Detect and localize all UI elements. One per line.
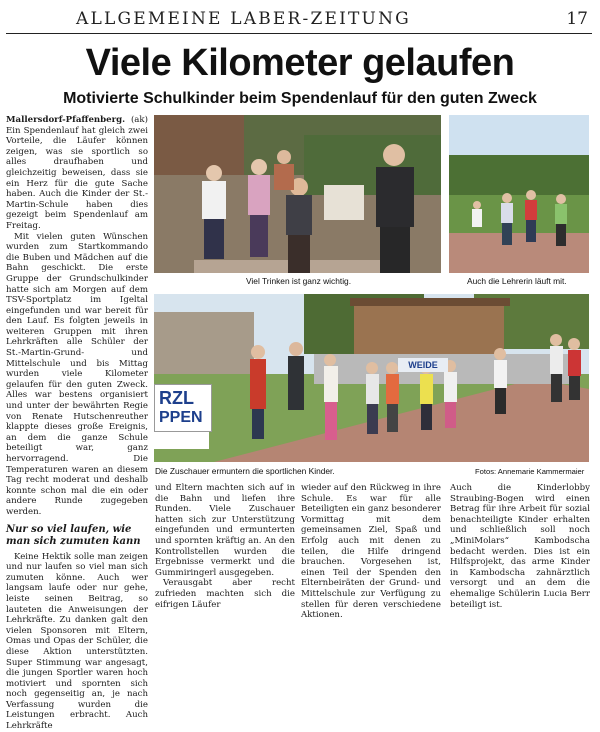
paper-name: ALLGEMEINE LABER-ZEITUNG — [76, 9, 411, 29]
photo-credit: Fotos: Annemarie Kammermaier — [475, 467, 585, 476]
caption-teacher: Auch die Lehrerin läuft mit. — [467, 276, 567, 286]
subheading: Nur so viel laufen, wie man sich zumuten kann — [6, 523, 141, 547]
headline: Viele Kilometer gelaufen — [85, 42, 515, 84]
photo-spectators-image — [154, 294, 589, 462]
article-column-1 — [6, 115, 148, 732]
photo-spectators — [154, 294, 589, 462]
masthead-rule — [6, 33, 592, 34]
body-paragraph: und Eltern machten sich auf in die Bahn und liefen ihre Runden. Viele Zuschauer hatten sich zur Unterstützung eingefunden und ermunterten und spornten kräftig an. An den Kontrollstellen wurden die Ergebnisse vermerkt und die Gummiringerl ausgegeben. — [155, 483, 295, 578]
body-paragraph: wieder auf den Rückweg in ihre Schule. Es war für alle Beteiligten ein ganz besonderer Vormittag mit dem gemeinsamen Ziel, Spaß und Erfolg auch mit denen zu teilen, die Hilfe dringend brauchen. Vorgesehen ist, einen Teil der Spenden den Elternbeiräten der Grund- und Mittelschule zur Verfügung zu stellen für deren verschiedene Aktionen. — [301, 483, 441, 621]
caption-spectators: Die Zuschauer ermuntern die sportlichen Kinder. — [155, 466, 335, 476]
photo-drinking — [154, 115, 441, 273]
dateline: Mallersdorf-Pfaffenberg. — [6, 115, 126, 125]
caption-drinking: Viel Trinken ist ganz wichtig. — [246, 276, 352, 286]
photo-teacher — [449, 115, 589, 273]
photo-teacher-image — [449, 115, 589, 273]
body-paragraph: Mit vielen guten Wünschen wurden zum Startkommando die Buben und Mädchen auf die Bahn geschickt. Die erste Gruppe der Grundschulkinder hatte sich am Morgen auf dem TSV-Sportplatz im Igeltal eingefunden und war bereit für den Lauf. Es folgten jeweils in weiteren Gruppen mit ihren Lehrkräften alle Schüler der St.-Martin-Grund- und Mittelschule und bis Mittag wurden viele Kilometer gelaufen für den guten Zweck. Alles war bestens organisiert und unter der bewährten Regie von Renate Hutschenreuther klappte dieses große Ereignis, an dem die ganze Schule beteiligt war, ganz hervorragend. Die Temperaturen waren an diesem Tag recht moderat und deshalb konnte schon mal die ein oder andere Runde zugegeben werden. — [6, 231, 148, 517]
photo-drinking-image — [154, 115, 441, 273]
body-paragraph: Keine Hektik solle man zeigen und nur laufen so viel man sich zumuten könne. Auch wer langsam laufe oder nur gehe, leiste seinen Beitrag, so lauteten die Anweisungen der Lehrkräfte. Zu danken galt den vielen Sponsoren mit Eltern, Omas und Opas der Schüler, die diese Aktion unterstützten. Super Stimmung war angesagt, die jungen Sportler waren hoch motiviert und spornten sich noch gegenseitig an, je nach Verfassung wurden die Leistungen erbracht. Auch Lehrkräfte — [6, 551, 148, 732]
banner-text: RZL — [159, 388, 194, 408]
article-column-2 — [155, 483, 295, 610]
banner-sign — [154, 384, 212, 432]
masthead — [0, 0, 600, 34]
article-column-3 — [301, 483, 441, 621]
lead-paragraph — [6, 115, 148, 232]
banner-text: PPEN — [159, 409, 203, 426]
article-column-4 — [450, 483, 590, 610]
body-paragraph: Auch die Kinderlobby Straubing-Bogen wird einen Betrag für ihre Arbeit für sozial benachteiligte Kinder erhalten und schließlich soll noch „MiniMolars“ Kambodscha bedacht werden. Dies ist ein Hilfsprojekt, das arme Kinder in Kambodscha zahnärztlich versorgt und an dem die ehemalige Schülerin Lucia Berr beteiligt ist. — [450, 483, 590, 610]
banner-text: WEIDE — [398, 358, 448, 372]
subhead: Motivierte Schulkinder beim Spendenlauf für den guten Zweck — [63, 90, 537, 107]
lead-text: (ak) Ein Spendenlauf hat gleich zwei Vorteile, die Läufer können zeigen, was sie sportlich so alles draufhaben und gleichzeitig beweisen, dass sie ein Herz für die gute Sache haben. Auch die Kinder der St.-Martin-Schule haben dies gezeigt beim Spendenlauf am Freitag. — [6, 115, 148, 231]
body-paragraph: Verausgabt aber recht zufrieden machten sich die eifrigen Läufer — [155, 578, 295, 610]
page-number: 17 — [566, 9, 588, 29]
